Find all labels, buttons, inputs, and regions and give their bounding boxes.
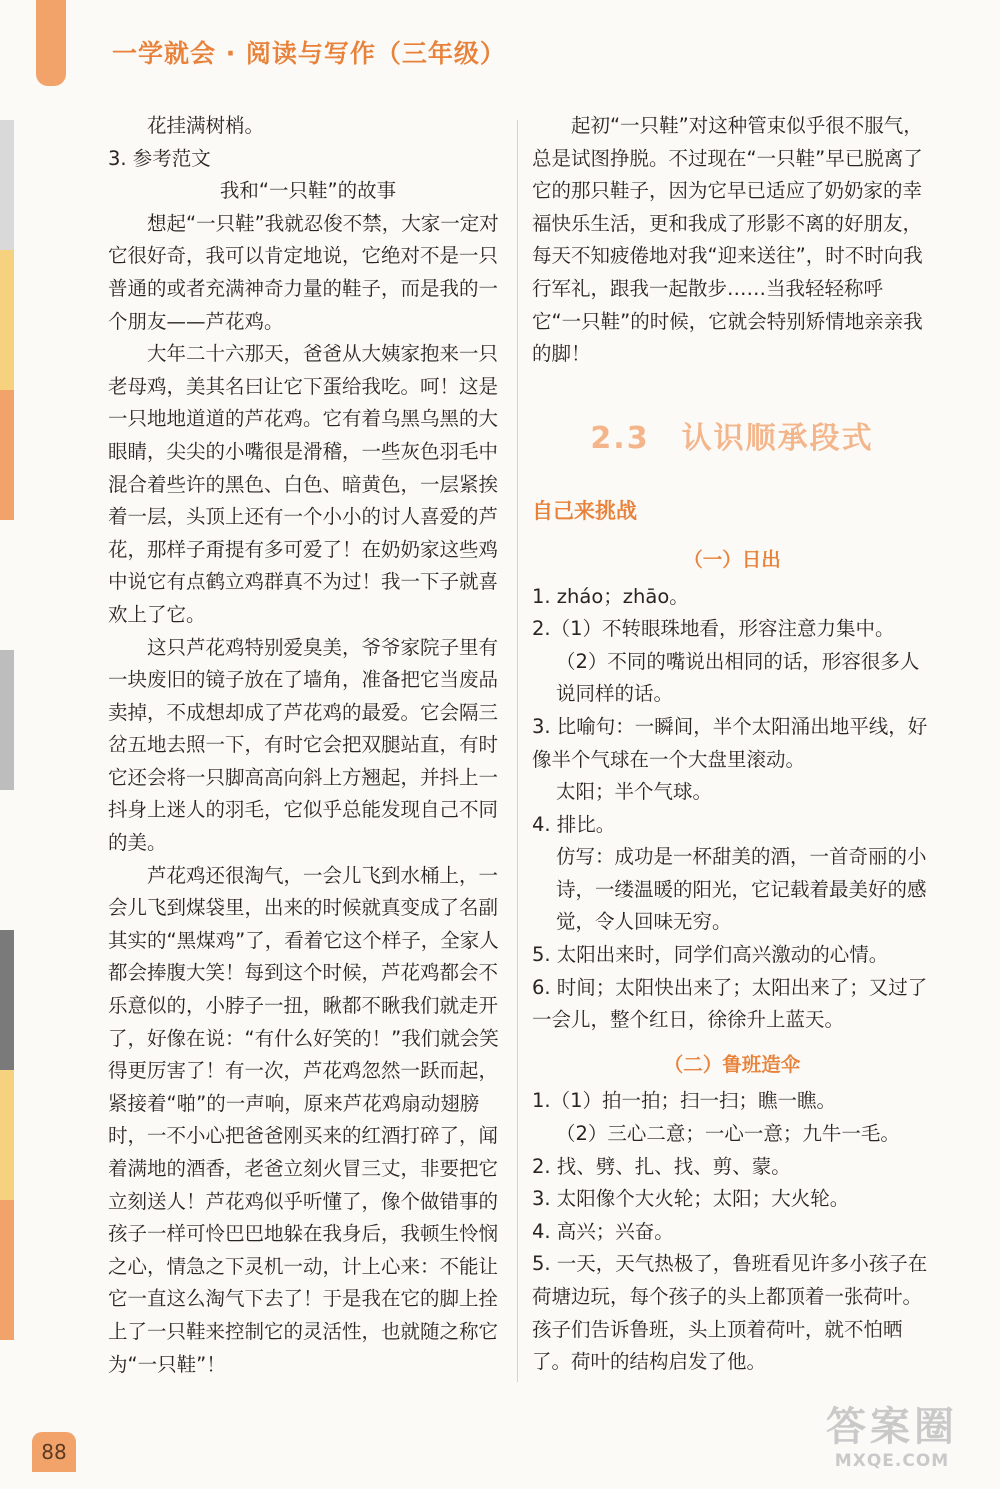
right-column — [532, 110, 932, 1379]
answer-item: 1. zháo；zhāo。 — [532, 584, 689, 608]
essay-paragraph: 芦花鸡还很淘气，一会儿飞到水桶上，一会儿飞到煤袋里，出来的时候就真变成了名副其实的“黑煤鸡”了，看着它这个样子，全家人都会捧腹大笑！每到这个时候，芦花鸡都会不乐意似的，小脖子一扭，瞅都不瞅我们就走开了，好像在说：“有什么好笑的！”我们就会笑得更厉害了！有一次，芦花鸡忽然一跃而起，紧接着“啪”的一声响，原来芦花鸡扇动翅膀时，一不小心把爸爸刚买来的红酒打碎了，闻着满地的酒香，老爸立刻火冒三丈，非要把它立刻送人！芦花鸡似乎听懂了，像个做错事的孩子一样可怜巴巴地躲在我身后，我顿生怜悯之心，情急之下灵机一动，计上心来：不能让它一直这么淘气下去了！于是我在它的脚上拴上了一只鞋来控制它的灵活性，也就随之称它为“一只鞋”！ — [108, 863, 499, 1376]
edge-strip-darkgray — [0, 930, 14, 1070]
edge-strip-orange-2 — [0, 1200, 14, 1340]
challenge-heading: 自己来挑战 — [532, 499, 637, 524]
essay-paragraph: 起初“一只鞋”对这种管束似乎很不服气，总是试图挣脱。不过现在“一只鞋”早已脱离了它的那只鞋子，因为它早已适应了奶奶家的幸福快乐生活，更和我成了形影不离的好朋友，每天不知疲倦地对我“迎来送往”，时不时向我行军礼，跟我一起散步……当我轻轻称呼它“一只鞋”的时候，它就会特别矫情地亲亲我的脚！ — [532, 114, 923, 366]
answer-item: 仿写：成功是一杯甜美的酒，一首奇丽的小诗，一缕温暖的阳光，它记载着最美好的感觉，令人回味无穷。 — [556, 845, 927, 934]
edge-strip-silver — [0, 650, 14, 790]
answer-item: （2）不同的嘴说出相同的话，形容很多人说同样的话。 — [556, 649, 920, 706]
answer-item: 2.（1）不转眼珠地看，形容注意力集中。 — [532, 617, 895, 641]
answer-item: 5. 一天，天气热极了，鲁班看见许多小孩子在荷塘边玩，每个孩子的头上都顶着一张荷叶。孩子们告诉鲁班，头上顶着荷叶，就不怕晒了。荷叶的结构启发了他。 — [532, 1252, 928, 1374]
answer-item: 2. 找、劈、扎、找、剪、蒙。 — [532, 1154, 791, 1178]
header-tab-decoration — [36, 0, 66, 86]
essay-paragraph: 想起“一只鞋”我就忍俊不禁，大家一定对它很好奇，我可以肯定地说，它绝对不是一只普通的或者充满神奇力量的鞋子，而是我的一个朋友——芦花鸡。 — [108, 211, 499, 333]
watermark-url: MXQE.COM — [834, 1451, 950, 1471]
essay-paragraph: 这只芦花鸡特别爱臭美，爷爷家院子里有一块废旧的镜子放在了墙角，准备把它当废品卖掉，不成想却成了芦花鸡的最爱。它会隔三岔五地去照一下，有时它会把双腿站直，有时它还会将一只脚高高向斜上方翘起，并抖上一抖身上迷人的羽毛，它似乎总能发现自己不同的美。 — [108, 635, 499, 855]
column-divider — [517, 120, 518, 1382]
watermark-logo — [812, 1403, 972, 1471]
answer-item: 太阳；半个气球。 — [556, 780, 713, 804]
text-line: 花挂满树梢。 — [147, 114, 265, 137]
text-line: 3. 参考范文 — [108, 146, 211, 170]
page-header-title: 一学就会 · 阅读与写作（三年级） — [112, 39, 506, 68]
answer-item: （2）三心二意；一心一意；九牛一毛。 — [556, 1122, 900, 1146]
page-number: 88 — [32, 1432, 76, 1472]
essay-paragraph: 大年二十六那天，爸爸从大姨家抱来一只老母鸡，美其名曰让它下蛋给我吃。呵！这是一只地地道道的芦花鸡。它有着乌黑乌黑的大眼睛，尖尖的小嘴很是滑稽，一些灰色羽毛中混合着些许的黑色、白色、暗黄色，一层紧挨着一层，头顶上还有一个小小的讨人喜爱的芦花，那样子甭提有多可爱了！在奶奶家这些鸡中说它有点鹤立鸡群真不为过！我一下子就喜欢上了它。 — [108, 342, 499, 626]
answer-item: 4. 高兴；兴奋。 — [532, 1219, 674, 1243]
edge-strip-yellow — [0, 250, 14, 390]
edge-strip-gray — [0, 120, 14, 250]
edge-strip-yellow-2 — [0, 1070, 14, 1200]
watermark-text: 答案圈 — [826, 1404, 958, 1450]
answer-item: 3. 比喻句：一瞬间，半个太阳涌出地平线，好像半个气球在一个大盘里滚动。 — [532, 714, 928, 771]
essay-title: 我和“一只鞋”的故事 — [219, 179, 397, 203]
left-column — [108, 110, 508, 1381]
answer-item: 1.（1）拍一拍；扫一扫；瞧一瞧。 — [532, 1089, 837, 1113]
answer-item: 6. 时间；太阳快出来了；太阳出来了；又过了一会儿，整个红日，徐徐升上蓝天。 — [532, 975, 928, 1032]
section-title: 2.3 认识顺承段式 — [590, 420, 874, 456]
edge-strip-orange — [0, 390, 14, 520]
answer-item: 5. 太阳出来时，同学们高兴激动的心情。 — [532, 943, 889, 967]
answer-item: 4. 排比。 — [532, 812, 616, 836]
answer-item: 3. 太阳像个大火轮；太阳；大火轮。 — [532, 1187, 850, 1211]
part-title: （一）日出 — [683, 547, 781, 571]
part-title: （二）鲁班造伞 — [663, 1052, 801, 1076]
